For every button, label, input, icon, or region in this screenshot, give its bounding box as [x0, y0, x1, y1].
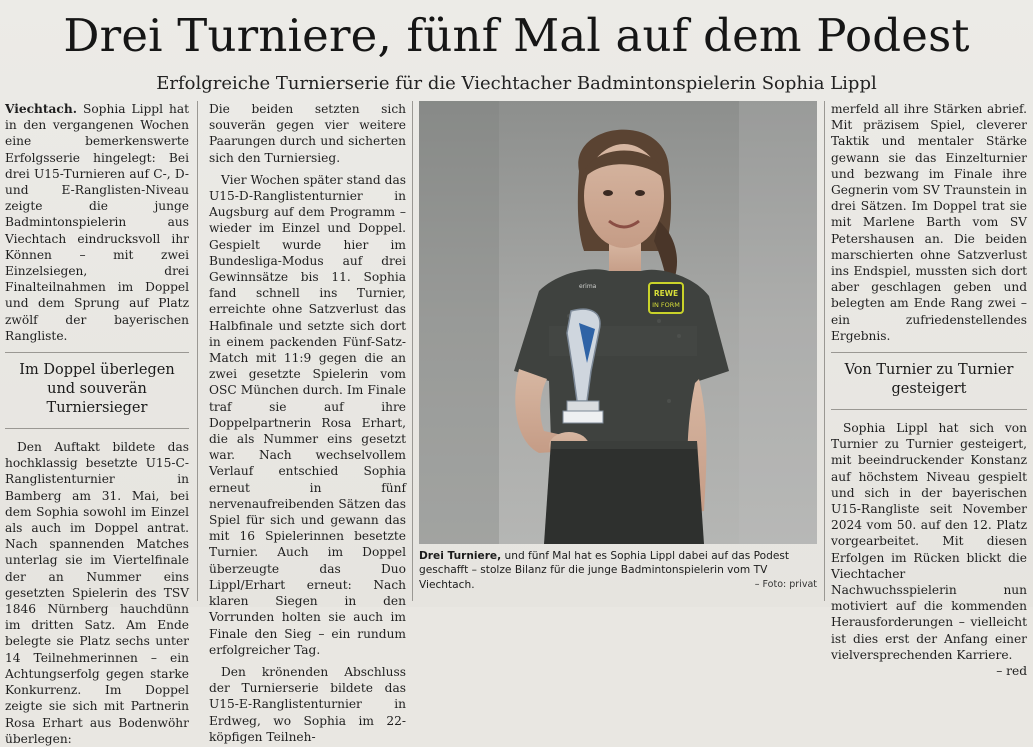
body-paragraph: Vier Wochen später stand das U15-D-Ranglistenturnier in Augsburg auf dem Programm – wieder im Einzel und Doppel. Gespielt wurde hier im Bundesliga-Modus auf drei Gewinnsätze bis 11. Sophia fand schnell ins Turnier, erreichte ohne Satzverlust das Halbfinale und setzte sich dort in einem packenden Fünf-Satz-Match mit 11:9 gegen die an zwei gesetzte Spielerin vom OSC München durch. Im Finale traf sie auf ihre Doppelpartnerin Rosa Erhart, die als Nummer eins gesetzt war. Nach wechselvollem Verlauf entschied Sophia erneut in fünf nervenaufreibenden Sätzen das Spiel für sich und gewann das mit 16 Spielerinnen besetzte Turnier. Auch im Doppel überzeugte das Duo Lippl/Erhart erneut: Nach klaren Siegen in den Vorrunden holten sie auch im Finale den Sieg – ein rundum erfolgreicher Tag. — [209, 172, 406, 657]
author-signature: – red — [996, 664, 1027, 679]
shirt-logo-text: REWE — [653, 289, 679, 298]
body-paragraph: Den krönenden Abschluss der Turnierserie bildete das U15-E-Ranglistenturnier in Erdweg, wo Sophia im 22-köpfigen Teilneh- — [209, 664, 406, 744]
body-paragraph: Die beiden setzten sich souverän gegen vier weitere Paarungen durch und sicherten sich den Turniersieg. — [209, 102, 406, 165]
photo-credit: – Foto: privat — [754, 578, 817, 590]
article-column-2 — [209, 101, 406, 745]
article-photo — [419, 101, 817, 544]
subheadline: Erfolgreiche Turnierserie für die Viechtacher Badmintonspielerin Sophia Lippl — [156, 73, 877, 94]
caption-lead: Drei Turniere, — [419, 550, 502, 562]
body-paragraph: merfeld all ihre Stärken abrief. Mit präzisem Spiel, cleverer Taktik und mentaler Stärke gewann sie das Einzelturnier und bezwang im Finale ihre Gegnerin vom SV Traunstein in drei Sätzen. Im Doppel trat sie mit Marlene Barth vom SV Petershausen an. Die beiden marschierten ohne Satzverlust ins Endspiel, mussten sich dort aber geschlagen geben und belegten am Ende Rang zwei – ein zufriedenstellendes Ergebnis. — [831, 102, 1027, 343]
caption-text: und fünf Mal hat es Sophia Lippl dabei auf das Podest geschafft – stolze Bilanz für die junge Badmintonspielerin vom TV Viechtach. — [419, 550, 790, 591]
shirt-logo-text: IN FORM — [652, 301, 680, 309]
dateline: Viechtach. — [5, 102, 77, 116]
intro-text: Sophia Lippl hat in den vergangenen Wochen eine bemerkenswerte Erfolgsserie hingelegt: Bei drei U15-Turnieren auf C-, D- und E-Ranglisten-Niveau zeigte die junge Badmintonspielerin aus Viechtach eindrucksvoll ihr Können – mit zwei Einzelsiegen, drei Finalteilnahmen im Doppel und dem Sprung auf Platz zwölf der bayerischen Rangliste. — [5, 102, 189, 343]
body-text: Sophia Lippl hat sich von Turnier zu Turnier gesteigert, mit beeindruckender Konstanz auf höchstem Niveau gespielt und sich in der bayerischen U15-Rangliste seit November 2024 vom 50. auf den 12. Platz vorgearbeitet. Mit diesen Erfolgen im Rücken blickt die Viechtacher Nachwuchsspielerin nun motiviert auf die kommenden Herausforderungen – vielleicht ist dies erst der Anfang einer vielversprechenden Karriere. — [831, 421, 1027, 662]
player-photo-illustration — [419, 101, 817, 544]
column-rule — [197, 101, 198, 601]
headline: Drei Turniere, fünf Mal auf dem Podest — [63, 9, 970, 62]
section-subhead: Von Turnier zu Turnier gesteigert — [831, 352, 1027, 410]
shirt-brand-text: erima — [579, 283, 597, 290]
article-column-4 — [831, 101, 1027, 679]
body-paragraph — [831, 420, 1027, 679]
body-paragraph: Den Auftakt bildete das hochklassig besetzte U15-C-Ranglistenturnier in Bamberg am 31. Mai, bei dem Sophia sowohl im Einzel als auch im Doppel antrat. Nach spannenden Matches unterlag sie im Viertelfinale der an Nummer eins gesetzten Spielerin des TSV 1846 Nürnberg hauchdünn im dritten Satz. Am Ende belegte sie Platz sechs unter 14 Teilnehmerinnen – ein Achtungserfolg gegen starke Konkurrenz. Im Doppel zeigte sie sich mit Partnerin Rosa Erhart aus Bodenwöhr überlegen: — [5, 440, 189, 746]
section-subhead: Im Doppel überlegen und souverän Turniersieger — [5, 352, 189, 429]
article-column-1 — [5, 101, 189, 747]
column-rule — [824, 101, 825, 601]
intro-paragraph — [5, 101, 189, 344]
photo-caption — [419, 549, 817, 592]
column-rule — [412, 101, 413, 601]
